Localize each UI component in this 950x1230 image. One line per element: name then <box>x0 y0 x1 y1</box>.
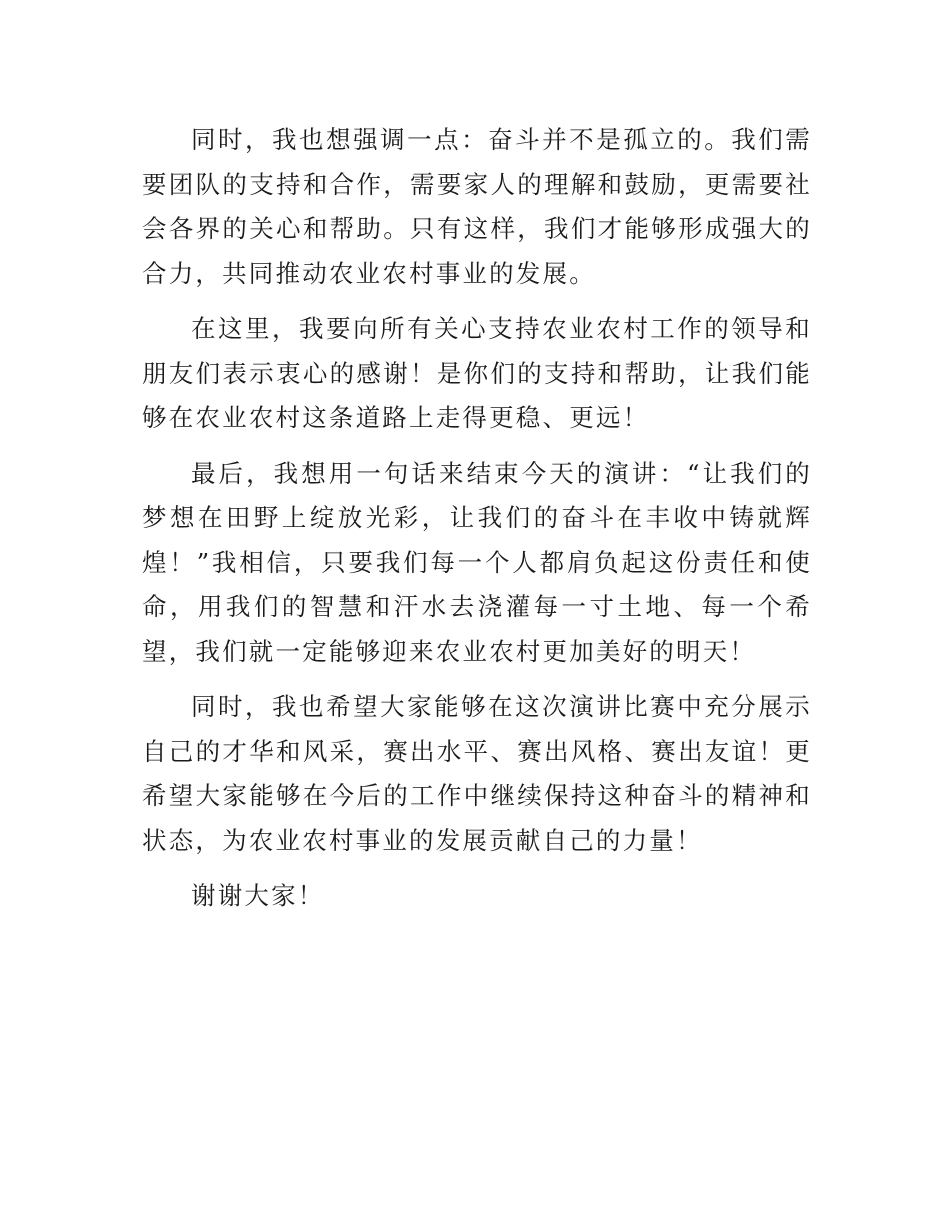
paragraph-1: 同时，我也想强调一点：奋斗并不是孤立的。我们需要团队的支持和合作，需要家人的理解和鼓励，更需要社会各界的关心和帮助。只有这样，我们才能够形成强大的合力，共同推动农业农村事业的发展。 <box>142 125 812 288</box>
paragraph-4: 同时，我也希望大家能够在这次演讲比赛中充分展示自己的才华和风采，赛出水平、赛出风格、赛出友谊！更希望大家能够在今后的工作中继续保持这种奋斗的精神和状态，为农业农村事业的发展贡献自己的力量！ <box>142 692 812 855</box>
paragraph-5: 谢谢大家！ <box>191 881 325 910</box>
paragraph-2: 在这里，我要向所有关心支持农业农村工作的领导和朋友们表示衷心的感谢！是你们的支持和帮助，让我们能够在农业农村这条道路上走得更稳、更远！ <box>142 314 812 432</box>
paragraph-3: 最后，我想用一句话来结束今天的演讲：“让我们的梦想在田野上绽放光彩，让我们的奋斗在丰收中铸就辉煌！”我相信，只要我们每一个人都肩负起这份责任和使命，用我们的智慧和汗水去浇灌每一寸土地、每一个希望，我们就一定能够迎来农业农村更加美好的明天！ <box>142 458 812 666</box>
document-body <box>142 118 812 930</box>
